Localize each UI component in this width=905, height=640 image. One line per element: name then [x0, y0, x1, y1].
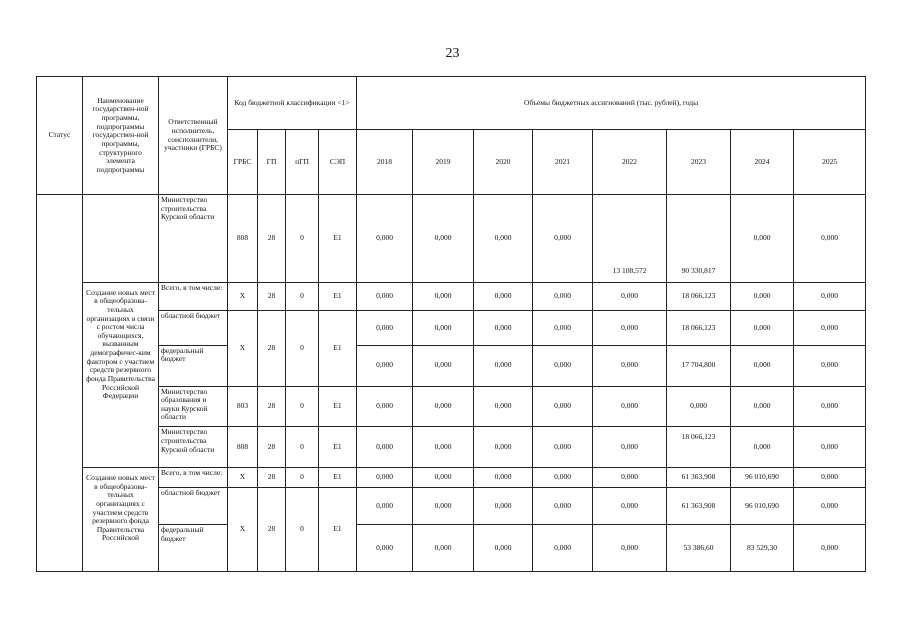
- value-cell: 0,000: [593, 386, 667, 427]
- value-cell: 0,000: [357, 468, 413, 488]
- sep-cell: Е1: [319, 195, 357, 283]
- value-cell: 83 529,30: [731, 525, 794, 572]
- value-cell: 0,000: [533, 311, 593, 346]
- header-row-1: [37, 77, 866, 130]
- header-volumes: Объемы бюджетных ассигнований (тыс. рублей), годы: [357, 77, 866, 130]
- value-cell: 0,000: [413, 427, 474, 468]
- executor-cell: Всего, в том числе:: [159, 282, 228, 311]
- value-cell: 0,000: [474, 345, 533, 386]
- header-name: Наименование государствен-ной программы, подпрограммы государствен-ной программы, структурного элемента подпрограммы: [83, 77, 159, 195]
- value-cell: 0,000: [533, 195, 593, 283]
- header-year-2025: 2025: [794, 129, 866, 194]
- value-cell: 0,000: [593, 311, 667, 346]
- gp-cell: 28: [258, 468, 286, 488]
- sep-cell: Е1: [319, 468, 357, 488]
- value-cell: 0,000: [593, 345, 667, 386]
- value-cell: 0,000: [533, 468, 593, 488]
- value-cell: 0,000: [794, 282, 866, 311]
- gp-cell: 28: [258, 427, 286, 468]
- value-cell: 0,000: [731, 345, 794, 386]
- value-cell: 0,000: [357, 311, 413, 346]
- executor-cell: федеральный бюджет: [159, 345, 228, 386]
- header-year-2019: 2019: [413, 129, 474, 194]
- value-cell: 0,000: [413, 345, 474, 386]
- pgp-cell: 0: [286, 427, 319, 468]
- value-cell: 53 386,60: [667, 525, 731, 572]
- header-code-gp: ГП: [258, 129, 286, 194]
- table-row: [37, 468, 866, 488]
- table-row: [37, 488, 866, 525]
- value-cell: 0,000: [593, 427, 667, 468]
- value-cell: 0,000: [533, 386, 593, 427]
- header-year-2024: 2024: [731, 129, 794, 194]
- value-cell: 0,000: [533, 282, 593, 311]
- budget-table: [36, 76, 866, 572]
- grbs-cell: 803: [228, 386, 258, 427]
- pgp-cell: 0: [286, 468, 319, 488]
- value-cell: 0,000: [357, 345, 413, 386]
- value-cell: 0,000: [731, 282, 794, 311]
- grbs-cell: 808: [228, 195, 258, 283]
- table-row: [37, 427, 866, 468]
- value-cell: 0,000: [357, 282, 413, 311]
- value-cell: 0,000: [413, 488, 474, 525]
- value-cell: 0,000: [474, 282, 533, 311]
- section-2-name: Создание новых мест в общеобразова-тельных организациях с участием средств резервного фонда Правительства Российской: [83, 468, 159, 572]
- value-cell: 0,000: [593, 282, 667, 311]
- executor-cell: Министерство строительства Курской области: [159, 427, 228, 468]
- value-cell: 0,000: [794, 311, 866, 346]
- value-cell: 0,000: [794, 195, 866, 283]
- page-number: 23: [445, 46, 460, 61]
- pgp-cell: 0: [286, 386, 319, 427]
- value-cell: 0,000: [794, 488, 866, 525]
- value-cell: 0,000: [413, 525, 474, 572]
- header-year-2018: 2018: [357, 129, 413, 194]
- sep-cell: Е1: [319, 488, 357, 572]
- value-cell: 0,000: [533, 345, 593, 386]
- grbs-cell: 808: [228, 427, 258, 468]
- value-cell: 0,000: [357, 195, 413, 283]
- sep-cell: Е1: [319, 386, 357, 427]
- value-cell: 0,000: [533, 427, 593, 468]
- value-cell: 0,000: [357, 427, 413, 468]
- value-cell: 0,000: [474, 525, 533, 572]
- value-cell: 0,000: [357, 525, 413, 572]
- grbs-cell: Х: [228, 282, 258, 311]
- value-cell: 0,000: [413, 468, 474, 488]
- value-cell: 0,000: [474, 386, 533, 427]
- value-cell: 0,000: [731, 386, 794, 427]
- value-cell: 13 108,572: [593, 195, 667, 283]
- executor-cell: Всего, в том числе:: [159, 468, 228, 488]
- gp-cell: 28: [258, 488, 286, 572]
- value-cell: 0,000: [413, 282, 474, 311]
- header-executor: Ответственный исполнитель, соисполнители, участники (ГРБС): [159, 77, 228, 195]
- header-year-2023: 2023: [667, 129, 731, 194]
- header-year-2022: 2022: [593, 129, 667, 194]
- status-cell: [37, 195, 83, 572]
- value-cell: 0,000: [794, 525, 866, 572]
- header-code-pgp: пГП: [286, 129, 319, 194]
- value-cell: 0,000: [413, 195, 474, 283]
- executor-cell: областной бюджет: [159, 488, 228, 525]
- value-cell: 0,000: [593, 468, 667, 488]
- gp-cell: 28: [258, 311, 286, 386]
- pgp-cell: 0: [286, 282, 319, 311]
- value-cell: 0,000: [474, 311, 533, 346]
- executor-cell: Министерство строительства Курской области: [159, 195, 228, 283]
- sep-cell: Е1: [319, 282, 357, 311]
- value-cell: 0,000: [794, 427, 866, 468]
- value-cell: 0,000: [413, 311, 474, 346]
- value-cell: 0,000: [794, 468, 866, 488]
- value-cell: 0,000: [667, 386, 731, 427]
- table-row: [37, 525, 866, 572]
- table-row: [37, 345, 866, 386]
- header-year-2020: 2020: [474, 129, 533, 194]
- grbs-cell: Х: [228, 488, 258, 572]
- value-cell: 0,000: [731, 195, 794, 283]
- value-cell: 0,000: [533, 488, 593, 525]
- value-cell: 18 066,123: [667, 282, 731, 311]
- header-classification: Код бюджетной классификации <1>: [228, 77, 357, 130]
- value-cell: 96 010,690: [731, 468, 794, 488]
- gp-cell: 28: [258, 386, 286, 427]
- sep-cell: Е1: [319, 427, 357, 468]
- value-cell: 0,000: [413, 386, 474, 427]
- value-cell: 0,000: [533, 525, 593, 572]
- value-cell: 0,000: [357, 386, 413, 427]
- value-cell: 17 704,800: [667, 345, 731, 386]
- sep-cell: Е1: [319, 311, 357, 386]
- table-row: [37, 282, 866, 311]
- value-cell: 0,000: [474, 488, 533, 525]
- gp-cell: 28: [258, 282, 286, 311]
- value-cell: 0,000: [474, 468, 533, 488]
- header-code-sep: СЭП: [319, 129, 357, 194]
- executor-cell: областной бюджет: [159, 311, 228, 346]
- executor-cell: Министерство образования и науки Курской области: [159, 386, 228, 427]
- table-row: [37, 311, 866, 346]
- grbs-cell: Х: [228, 311, 258, 386]
- value-cell: 0,000: [593, 488, 667, 525]
- value-cell: 0,000: [794, 345, 866, 386]
- header-code-grbs: ГРБС: [228, 129, 258, 194]
- gp-cell: 28: [258, 195, 286, 283]
- table-row: [37, 386, 866, 427]
- pgp-cell: 0: [286, 488, 319, 572]
- value-cell: 0,000: [474, 427, 533, 468]
- header-status: Статус: [37, 77, 83, 195]
- grbs-cell: Х: [228, 468, 258, 488]
- value-cell: 18 066,123: [667, 427, 731, 468]
- section-1-name: Создание новых мест в общеобразова-тельных организациях в связи с ростом числа обучающихся, вызванным демографичес-ким фактором с участием средств резервного фонда Правительства Российской Федерации: [83, 282, 159, 467]
- value-cell: 0,000: [357, 488, 413, 525]
- value-cell: 90 330,817: [667, 195, 731, 283]
- value-cell: 96 010,690: [731, 488, 794, 525]
- value-cell: 0,000: [794, 386, 866, 427]
- value-cell: 0,000: [731, 427, 794, 468]
- value-cell: 0,000: [731, 311, 794, 346]
- pgp-cell: 0: [286, 195, 319, 283]
- header-year-2021: 2021: [533, 129, 593, 194]
- table-row: [37, 195, 866, 283]
- value-cell: 0,000: [474, 195, 533, 283]
- value-cell: 61 363,908: [667, 468, 731, 488]
- pgp-cell: 0: [286, 311, 319, 386]
- executor-cell: федеральный бюджет: [159, 525, 228, 572]
- name-cell-empty: [83, 195, 159, 283]
- value-cell: 18 066,123: [667, 311, 731, 346]
- value-cell: 61 363,908: [667, 488, 731, 525]
- value-cell: 0,000: [593, 525, 667, 572]
